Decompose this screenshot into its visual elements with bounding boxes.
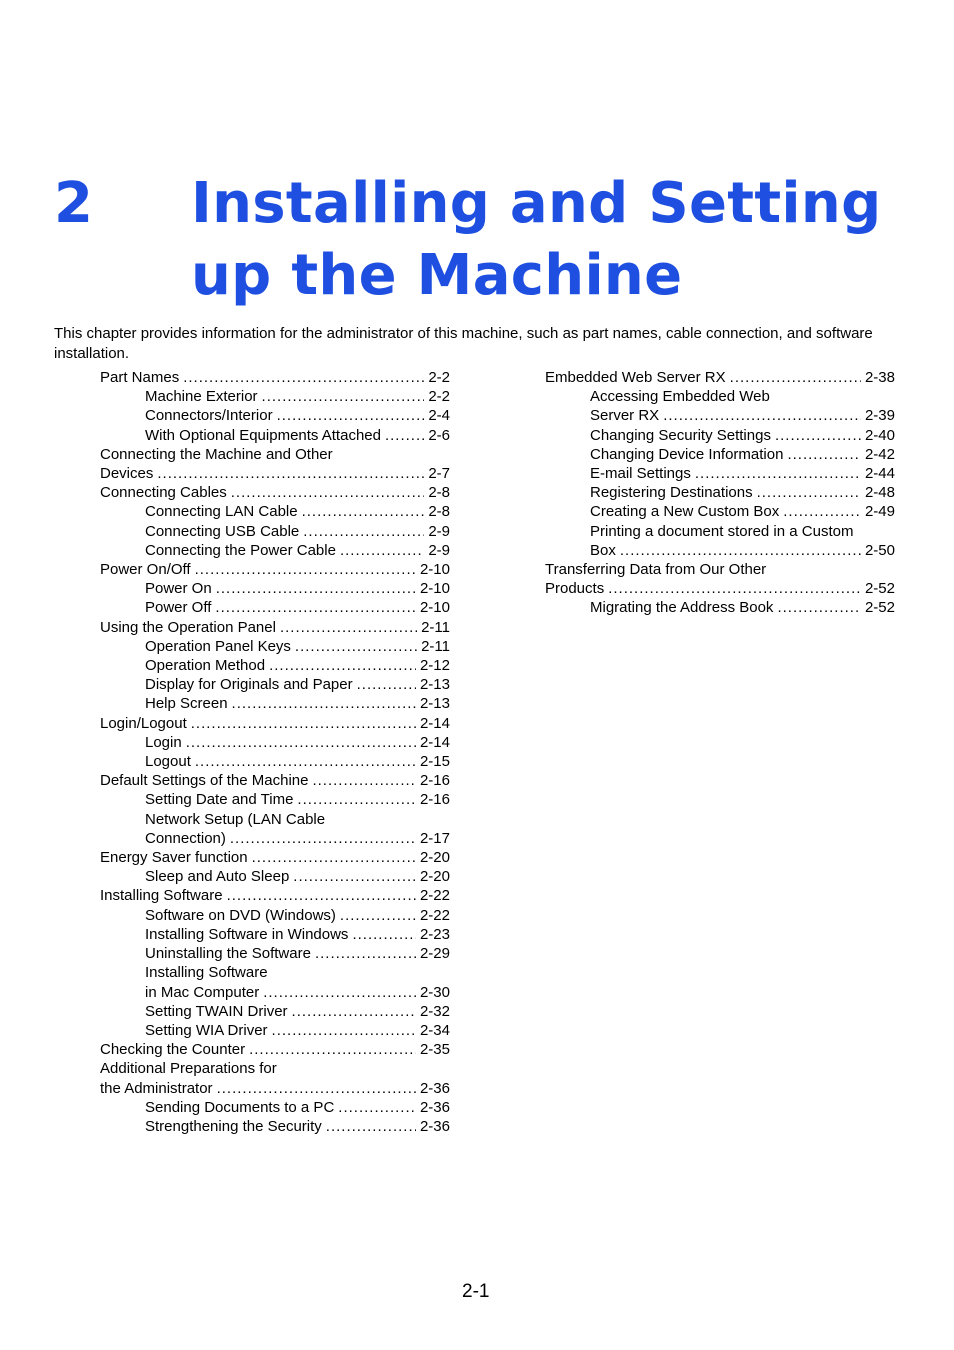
- toc-entry-page: 2-10: [419, 561, 450, 579]
- toc-entry[interactable]: [100, 541, 450, 560]
- toc-entry-label: Strengthening the Security: [145, 1117, 322, 1135]
- toc-entry-label: Operation Panel Keys: [145, 637, 291, 655]
- toc-entry-page: 2-29: [419, 945, 450, 963]
- toc-entry[interactable]: [100, 598, 450, 617]
- toc-entry-page: 2-8: [428, 484, 450, 502]
- toc-entry[interactable]: [100, 1117, 450, 1136]
- toc-entry-label: Part Names: [100, 369, 180, 386]
- dot-leader: [252, 848, 416, 867]
- toc-entry-page: 2-6: [428, 426, 450, 444]
- dot-leader: [338, 1098, 416, 1117]
- toc-entry[interactable]: [545, 502, 895, 521]
- toc-entry-label: Using the Operation Panel: [100, 618, 276, 636]
- dot-leader: [216, 579, 416, 598]
- toc-entry-page: 2-4: [428, 407, 450, 425]
- toc-entry[interactable]: [100, 790, 450, 809]
- toc-entry-page: 2-36: [419, 1098, 450, 1116]
- toc-entry-page: 2-14: [419, 733, 450, 751]
- dot-leader: [232, 694, 416, 713]
- dot-leader: [620, 541, 861, 560]
- toc-entry-label: Energy Saver function: [100, 849, 248, 867]
- toc-entry-page: 2-10: [419, 580, 450, 598]
- toc-entry[interactable]: [545, 368, 895, 387]
- dot-leader: [249, 1040, 416, 1059]
- dot-leader: [183, 368, 424, 387]
- toc-entry-page: 2-50: [864, 541, 895, 559]
- toc-entry[interactable]: [100, 925, 450, 944]
- toc-entry-title-start: Accessing Embedded Web: [590, 388, 770, 406]
- toc-entry[interactable]: [100, 1098, 450, 1117]
- toc-entry-label: Setting WIA Driver: [145, 1021, 268, 1039]
- dot-leader: [292, 1002, 416, 1021]
- dot-leader: [217, 1079, 416, 1098]
- toc-entry-page: 2-23: [419, 925, 450, 943]
- dot-leader: [775, 426, 861, 445]
- chapter-title-line-2: up the Machine: [191, 243, 683, 308]
- dot-leader: [186, 733, 416, 752]
- toc-entry-page: 2-20: [419, 868, 450, 886]
- toc-entry[interactable]: [545, 464, 895, 483]
- toc-entry-label: Help Screen: [145, 695, 228, 713]
- toc-entry-page: 2-42: [864, 445, 895, 463]
- toc-entry-label: Connecting USB Cable: [145, 522, 300, 540]
- toc-entry[interactable]: [545, 445, 895, 464]
- page-number: 2-1: [462, 1281, 490, 1302]
- toc-entry-label: Devices: [100, 465, 154, 483]
- chapter-number: 2: [54, 171, 93, 236]
- dot-leader: [326, 1117, 416, 1136]
- toc-entry-label: Login: [145, 733, 182, 751]
- toc-entry-label: Connecting Cables: [100, 484, 227, 502]
- toc-entry[interactable]: [100, 733, 450, 752]
- toc-entry[interactable]: [100, 1059, 450, 1097]
- dot-leader: [293, 867, 416, 886]
- toc-entry[interactable]: [100, 426, 450, 445]
- toc-entry-page: 2-12: [419, 657, 450, 675]
- toc-entry-title-start: Printing a document stored in a Custom: [590, 522, 854, 540]
- toc-entry-page: 2-13: [419, 676, 450, 694]
- toc-entry-label: Operation Method: [145, 657, 266, 675]
- toc-entry-page: 2-52: [864, 599, 895, 617]
- dot-leader: [385, 426, 424, 445]
- toc-entry[interactable]: [545, 387, 895, 425]
- toc-entry-label: Server RX: [590, 407, 660, 425]
- toc-entry-title-start: Transferring Data from Our Other: [545, 561, 767, 579]
- toc-entry-page: 2-9: [428, 541, 450, 559]
- toc-entry-page: 2-35: [419, 1041, 450, 1059]
- toc-entry-label: Registering Destinations: [590, 484, 753, 502]
- dot-leader: [227, 886, 416, 905]
- toc-entry[interactable]: [100, 771, 450, 790]
- toc-entry[interactable]: [100, 1040, 450, 1059]
- toc-entry-page: 2-52: [864, 580, 895, 598]
- toc-entry-label: Box: [590, 541, 616, 559]
- toc-entry-page: 2-20: [419, 849, 450, 867]
- toc-entry-label: Creating a New Custom Box: [590, 503, 780, 521]
- toc-entry[interactable]: [100, 1021, 450, 1040]
- dot-leader: [302, 502, 425, 521]
- dot-leader: [262, 387, 425, 406]
- dot-leader: [340, 541, 424, 560]
- toc-entry-page: 2-22: [419, 906, 450, 924]
- dot-leader: [277, 406, 425, 425]
- toc-entry-label: Sleep and Auto Sleep: [145, 868, 290, 886]
- toc-entry-page: 2-14: [419, 714, 450, 732]
- toc-entry-label: Default Settings of the Machine: [100, 772, 309, 790]
- toc-entry-page: 2-13: [419, 695, 450, 713]
- toc-entry-label: Connecting the Power Cable: [145, 541, 336, 559]
- toc-entry[interactable]: [100, 368, 450, 387]
- toc-entry-label: Products: [545, 580, 605, 598]
- toc-entry-label: Connection): [145, 829, 226, 847]
- toc-entry[interactable]: [545, 426, 895, 445]
- dot-leader: [269, 656, 416, 675]
- toc-entry-label: Installing Software in Windows: [145, 925, 349, 943]
- dot-leader: [777, 598, 861, 617]
- dot-leader: [195, 752, 416, 771]
- toc-entry-page: 2-49: [864, 503, 895, 521]
- toc-entry-label: Setting TWAIN Driver: [145, 1002, 288, 1020]
- toc-entry-label: Checking the Counter: [100, 1041, 246, 1059]
- toc-entry-page: 2-40: [864, 426, 895, 444]
- toc-entry-page: 2-11: [421, 637, 450, 655]
- toc-entry-label: Installing Software: [100, 887, 223, 905]
- toc-entry-page: 2-44: [864, 465, 895, 483]
- toc-entry-label: Connecting LAN Cable: [145, 503, 298, 521]
- toc-entry-page: 2-48: [864, 484, 895, 502]
- dot-leader: [357, 675, 416, 694]
- toc-entry[interactable]: [100, 752, 450, 771]
- toc-entry[interactable]: [100, 714, 450, 733]
- toc-entry[interactable]: [100, 656, 450, 675]
- toc-entry[interactable]: [100, 502, 450, 521]
- toc-entry-label: Power Off: [145, 599, 212, 617]
- toc-entry[interactable]: [100, 445, 450, 483]
- toc-entry-page: 2-36: [419, 1079, 450, 1097]
- toc-entry[interactable]: [545, 598, 895, 617]
- dot-leader: [195, 560, 416, 579]
- toc-entry[interactable]: [100, 1002, 450, 1021]
- dot-leader: [730, 368, 861, 387]
- toc-entry[interactable]: [100, 694, 450, 713]
- toc-entry[interactable]: [100, 963, 450, 1001]
- dot-leader: [783, 502, 861, 521]
- dot-leader: [340, 906, 416, 925]
- dot-leader: [215, 598, 416, 617]
- chapter-title-line-1: Installing and Setting: [191, 171, 882, 236]
- toc-entry-page: 2-11: [421, 618, 450, 636]
- toc-entry-label: the Administrator: [100, 1079, 213, 1097]
- toc-entry-page: 2-7: [428, 465, 450, 483]
- toc-entry-label: Changing Device Information: [590, 445, 784, 463]
- toc-entry-label: Migrating the Address Book: [590, 599, 774, 617]
- chapter-title: [191, 168, 931, 312]
- toc-entry-label: Software on DVD (Windows): [145, 906, 336, 924]
- toc-entry[interactable]: [100, 637, 450, 656]
- dot-leader: [787, 445, 861, 464]
- toc-entry[interactable]: [545, 522, 895, 560]
- toc-entry[interactable]: [100, 483, 450, 502]
- toc-entry-label: Sending Documents to a PC: [145, 1098, 335, 1116]
- toc-entry-page: 2-34: [419, 1021, 450, 1039]
- dot-leader: [315, 944, 416, 963]
- toc-entry[interactable]: [100, 579, 450, 598]
- dot-leader: [695, 464, 861, 483]
- toc-entry-label: Display for Originals and Paper: [145, 676, 353, 694]
- dot-leader: [608, 579, 861, 598]
- dot-leader: [297, 790, 416, 809]
- dot-leader: [312, 771, 416, 790]
- toc-entry-page: 2-22: [419, 887, 450, 905]
- toc-entry-label: Login/Logout: [100, 714, 187, 732]
- toc-entry-page: 2-17: [419, 829, 450, 847]
- toc-entry-label: Power On: [145, 580, 212, 598]
- toc-entry-label: Uninstalling the Software: [145, 945, 311, 963]
- dot-leader: [757, 483, 861, 502]
- toc-entry-title-start: Network Setup (LAN Cable: [145, 810, 326, 828]
- toc-entry-label: Connectors/Interior: [145, 407, 273, 425]
- toc-entry-title-start: Additional Preparations for: [100, 1060, 277, 1078]
- toc-entry[interactable]: [100, 810, 450, 848]
- toc-entry-page: 2-16: [419, 791, 450, 809]
- toc-entry-label: Power On/Off: [100, 561, 191, 579]
- toc-entry[interactable]: [100, 848, 450, 867]
- toc-entry-label: in Mac Computer: [145, 983, 260, 1001]
- dot-leader: [230, 829, 416, 848]
- dot-leader: [663, 406, 861, 425]
- dot-leader: [191, 714, 416, 733]
- toc-entry-page: 2-2: [428, 388, 450, 406]
- toc-entry-label: With Optional Equipments Attached: [145, 426, 381, 444]
- dot-leader: [231, 483, 425, 502]
- toc-entry-label: Setting Date and Time: [145, 791, 294, 809]
- toc-entry-page: 2-9: [428, 522, 450, 540]
- toc-entry-label: Changing Security Settings: [590, 426, 771, 444]
- toc-entry-page: 2-38: [864, 369, 895, 386]
- toc-right-column: [545, 368, 895, 618]
- toc-entry[interactable]: [100, 387, 450, 406]
- toc-entry[interactable]: [100, 618, 450, 637]
- toc-entry-page: 2-8: [428, 503, 450, 521]
- toc-entry-page: 2-30: [419, 983, 450, 1001]
- dot-leader: [352, 925, 416, 944]
- dot-leader: [295, 637, 417, 656]
- toc-entry-label: Logout: [145, 753, 191, 771]
- dot-leader: [157, 464, 424, 483]
- toc-entry-page: 2-2: [428, 369, 450, 386]
- toc-entry[interactable]: [100, 867, 450, 886]
- toc-entry[interactable]: [100, 906, 450, 925]
- toc-entry-title-start: Installing Software: [145, 964, 268, 982]
- toc-entry[interactable]: [100, 560, 450, 579]
- chapter-intro: This chapter provides information for the administrator of this machine, such as part names, cable connection, and software installation.: [54, 325, 873, 362]
- dot-leader: [303, 522, 424, 541]
- toc-entry[interactable]: [545, 483, 895, 502]
- toc-entry[interactable]: [100, 406, 450, 425]
- dot-leader: [272, 1021, 416, 1040]
- toc-entry-label: Machine Exterior: [145, 388, 258, 406]
- toc-left-column: [100, 368, 450, 1136]
- toc-entry[interactable]: [545, 560, 895, 598]
- dot-leader: [280, 618, 417, 637]
- toc-entry-label: E-mail Settings: [590, 465, 691, 483]
- toc-entry[interactable]: [100, 944, 450, 963]
- toc-entry[interactable]: [100, 675, 450, 694]
- toc-entry-page: 2-32: [419, 1002, 450, 1020]
- toc-entry-label: Embedded Web Server RX: [545, 369, 726, 386]
- toc-entry-page: 2-15: [419, 753, 450, 771]
- toc-entry[interactable]: [100, 522, 450, 541]
- toc-entry-page: 2-16: [419, 772, 450, 790]
- toc-entry-page: 2-36: [419, 1117, 450, 1135]
- toc-entry-page: 2-39: [864, 407, 895, 425]
- toc-entry-title-start: Connecting the Machine and Other: [100, 445, 333, 463]
- toc-entry[interactable]: [100, 886, 450, 905]
- toc-entry-page: 2-10: [419, 599, 450, 617]
- dot-leader: [263, 983, 416, 1002]
